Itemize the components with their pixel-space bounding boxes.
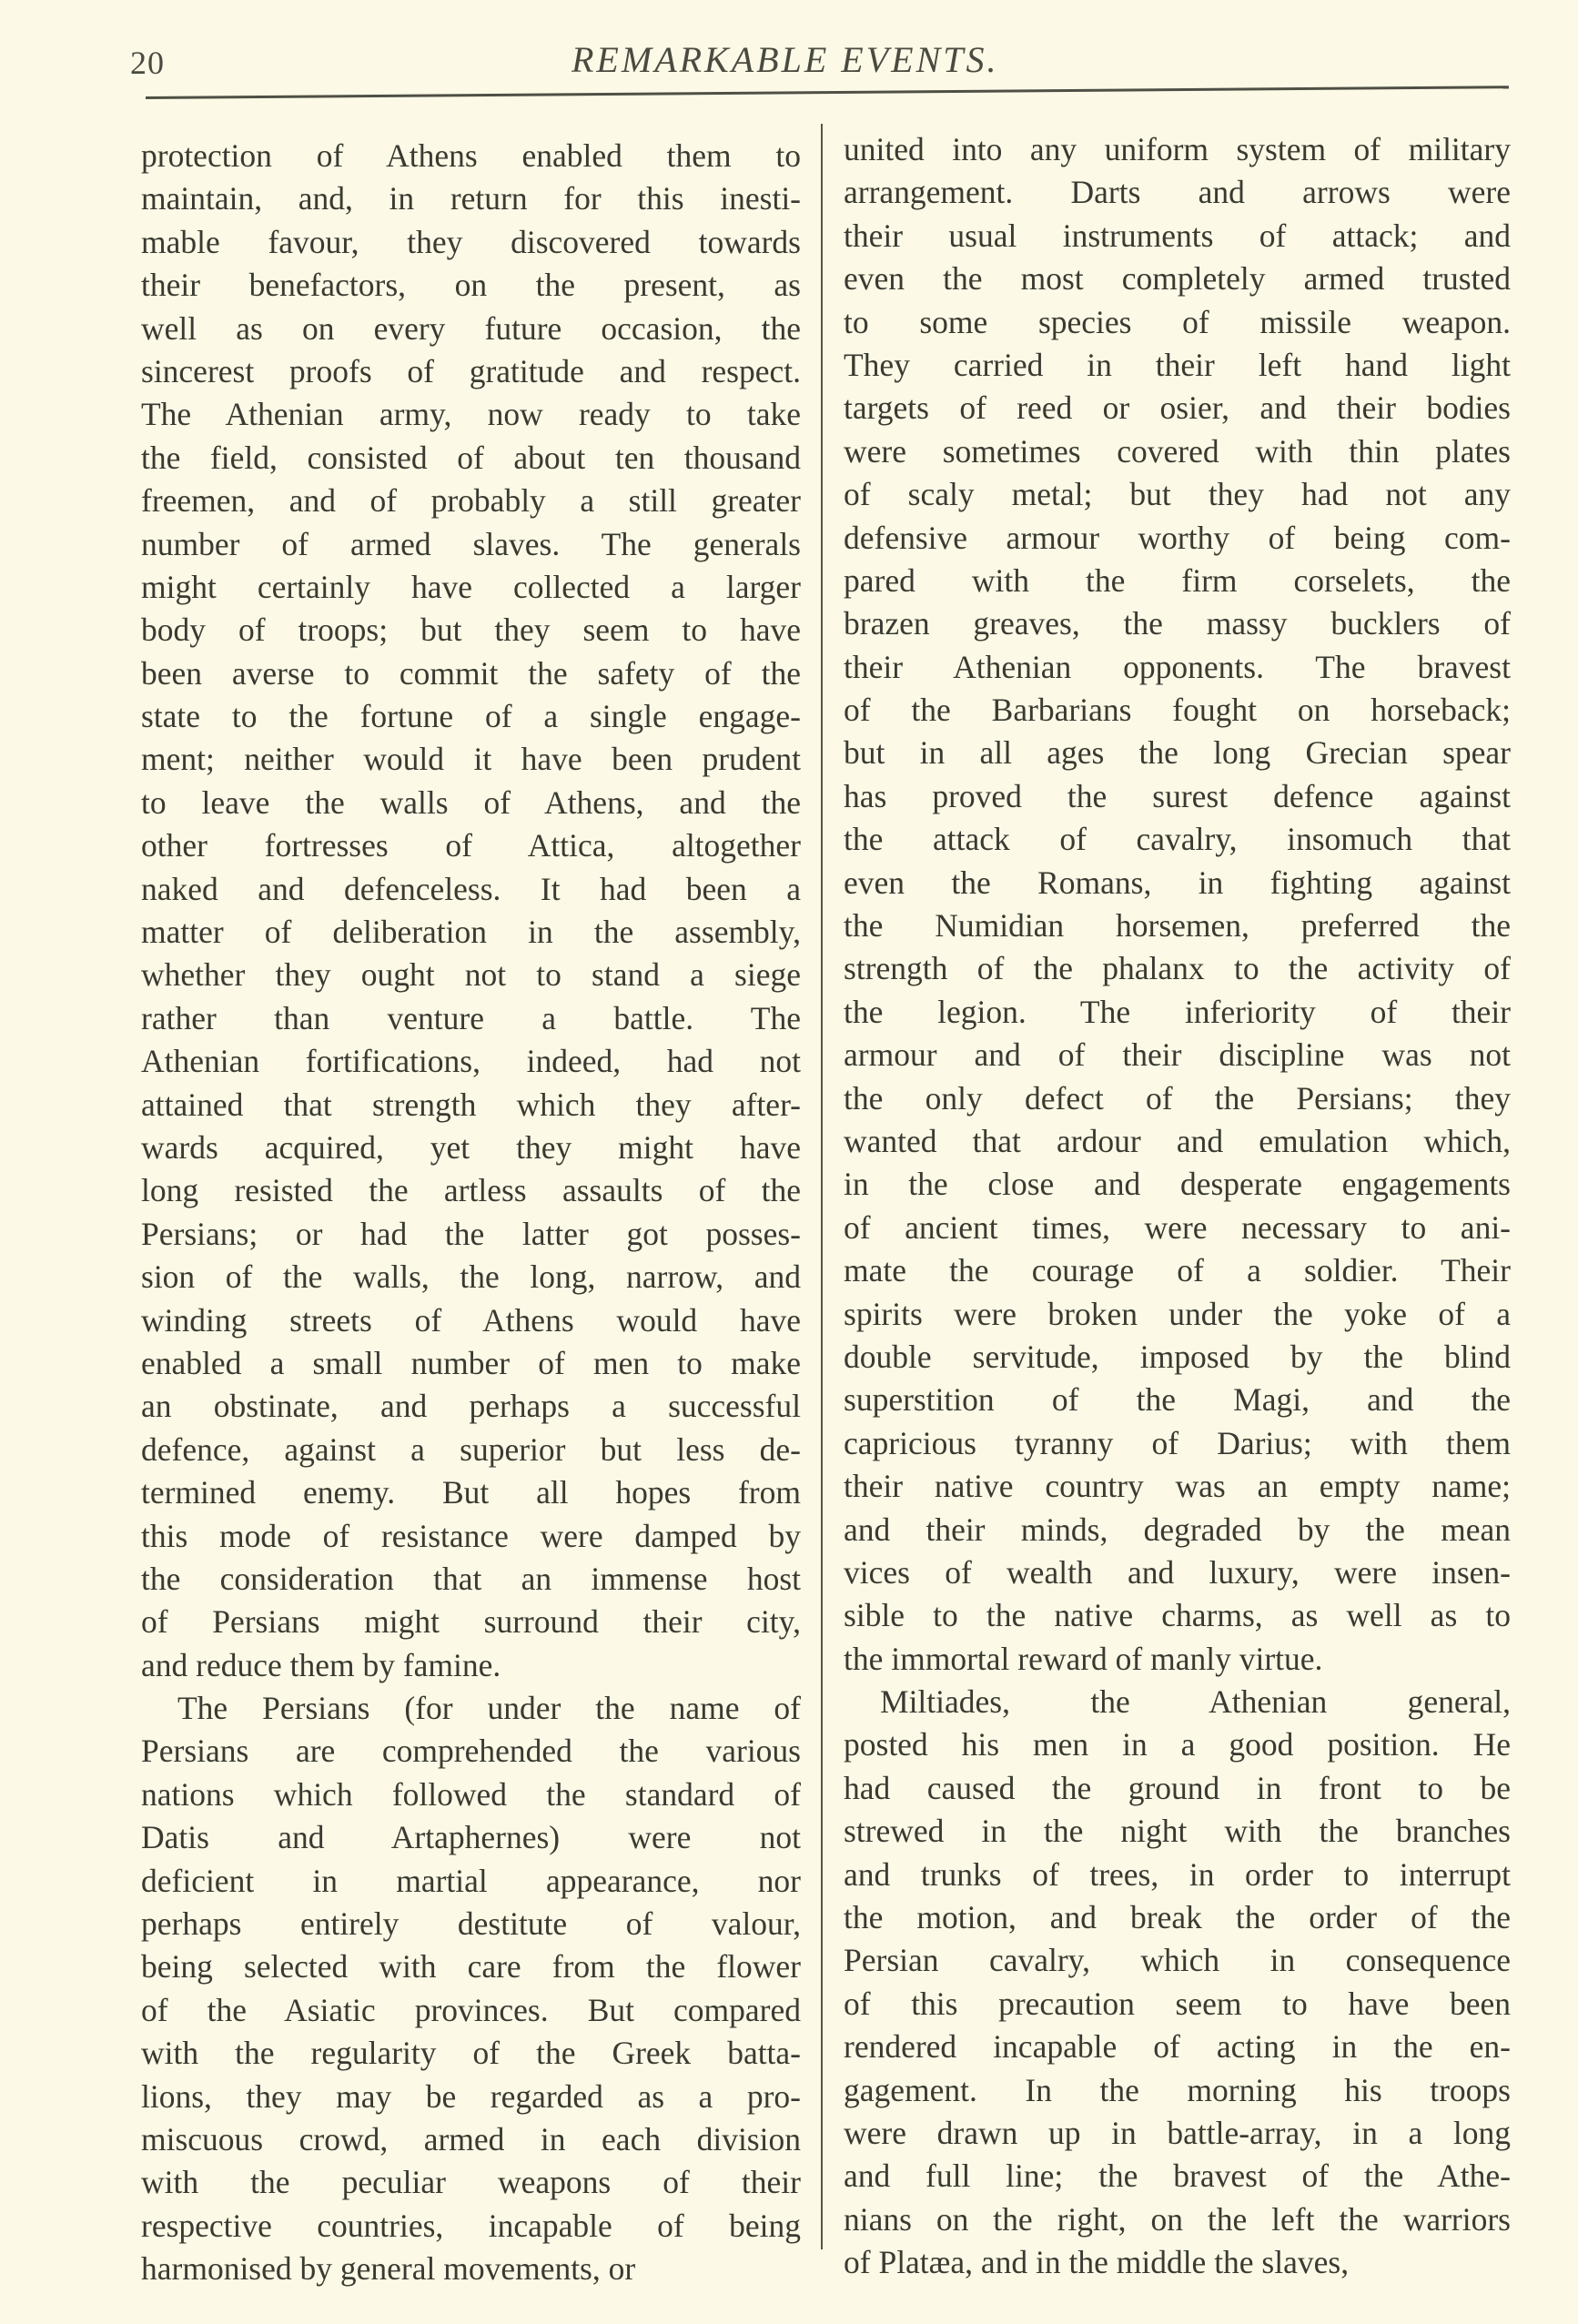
- header-rule: [146, 86, 1509, 99]
- text-line: targets of reed or osier, and their bodies: [844, 389, 1511, 427]
- text-line: might certainly have collected a larger: [141, 568, 801, 605]
- text-line: of Persians might surround their city,: [141, 1603, 801, 1641]
- text-line: of ancient times, were necessary to ani-: [844, 1208, 1511, 1246]
- text-line: but in all ages the long Grecian spear: [844, 734, 1511, 772]
- text-line: the motion, and break the order of the: [844, 1899, 1511, 1936]
- text-line: Miltiades, the Athenian general,: [880, 1683, 1511, 1721]
- text-line: Datis and Artaphernes) were not: [141, 1819, 801, 1856]
- text-line: deficient in martial appearance, nor: [141, 1862, 801, 1899]
- text-line: the field, consisted of about ten thousand: [141, 439, 801, 476]
- text-line: They carried in their left hand light: [844, 346, 1511, 383]
- text-line: defence, against a superior but less de-: [141, 1430, 801, 1468]
- text-line: sincerest proofs of gratitude and respect.: [141, 352, 801, 389]
- text-line: strewed in the night with the branches: [844, 1813, 1511, 1850]
- text-line: The Athenian army, now ready to take: [141, 396, 801, 433]
- text-line: rather than venture a battle. The: [141, 999, 801, 1036]
- text-line: the attack of cavalry, insomuch that: [844, 821, 1511, 858]
- text-line: nians on the right, on the left the warriors: [844, 2200, 1511, 2238]
- text-line: brazen greaves, the massy bucklers of: [844, 605, 1511, 642]
- right-column: [844, 128, 1511, 2285]
- text-line: the consideration that an immense host: [141, 1560, 801, 1597]
- text-line: of the Asiatic provinces. But compared: [141, 1991, 801, 2028]
- text-line: pared with the firm corselets, the: [844, 561, 1511, 599]
- text-line: this mode of resistance were damped by: [141, 1517, 801, 1554]
- text-line: winding streets of Athens would have: [141, 1301, 801, 1339]
- text-line: armour and of their discipline was not: [844, 1036, 1511, 1074]
- text-line: had caused the ground in front to be: [844, 1769, 1511, 1806]
- text-line: maintain, and, in return for this inesti-: [141, 180, 801, 217]
- column-divider: [821, 124, 823, 2249]
- text-line: and their minds, degraded by the mean: [844, 1511, 1511, 1548]
- text-line: capricious tyranny of Darius; with them: [844, 1424, 1511, 1461]
- text-line: harmonised by general movements, or: [141, 2250, 636, 2288]
- text-line: arrangement. Darts and arrows were: [844, 174, 1511, 211]
- text-line: wanted that ardour and emulation which,: [844, 1122, 1511, 1159]
- text-line: the immortal reward of manly virtue.: [844, 1640, 1323, 1677]
- text-line: double servitude, imposed by the blind: [844, 1338, 1511, 1375]
- text-line: and trunks of trees, in order to interrupt: [844, 1855, 1511, 1893]
- text-line: other fortresses of Attica, altogether: [141, 827, 801, 864]
- text-line: vices of wealth and luxury, were insen-: [844, 1553, 1511, 1591]
- text-line: of this precaution seem to have been: [844, 1985, 1511, 2022]
- text-line: matter of deliberation in the assembly,: [141, 914, 801, 951]
- text-line: well as on every future occasion, the: [141, 309, 801, 347]
- text-line: Persian cavalry, which in consequence: [844, 1942, 1511, 1979]
- text-line: gagement. In the morning his troops: [844, 2071, 1511, 2108]
- text-line: defensive armour worthy of being com-: [844, 519, 1511, 556]
- text-line: has proved the surest defence against: [844, 777, 1511, 814]
- text-line: to leave the walls of Athens, and the: [141, 783, 801, 821]
- text-line: were sometimes covered with thin plates: [844, 432, 1511, 470]
- text-line: and reduce them by famine.: [141, 1646, 501, 1683]
- text-line: state to the fortune of a single engage-: [141, 698, 801, 735]
- text-line: miscuous crowd, armed in each division: [141, 2120, 801, 2157]
- text-line: Persians are comprehended the various: [141, 1733, 801, 1770]
- running-title: REMARKABLE EVENTS.: [572, 39, 999, 80]
- text-line: wards acquired, yet they might have: [141, 1128, 801, 1166]
- text-line: enabled a small number of men to make: [141, 1344, 801, 1381]
- text-line: even the most completely armed trusted: [844, 260, 1511, 298]
- text-line: of Platæa, and in the middle the slaves,: [844, 2244, 1350, 2281]
- left-column: [141, 135, 801, 2291]
- text-line: an obstinate, and perhaps a successful: [141, 1388, 801, 1425]
- text-line: united into any uniform system of military: [844, 131, 1511, 167]
- text-line: their Athenian opponents. The bravest: [844, 648, 1511, 685]
- text-line: attained that strength which they after-: [141, 1086, 801, 1123]
- text-line: termined enemy. But all hopes from: [141, 1474, 801, 1511]
- text-line: whether they ought not to stand a siege: [141, 956, 801, 994]
- text-line: lions, they may be regarded as a pro-: [141, 2077, 801, 2115]
- text-line: nations which followed the standard of: [141, 1775, 801, 1813]
- text-line: The Persians (for under the name of: [177, 1690, 801, 1727]
- text-line: the Numidian horsemen, preferred the: [844, 907, 1511, 945]
- text-line: Athenian fortifications, indeed, had not: [141, 1043, 801, 1080]
- text-line: Persians; or had the latter got posses-: [141, 1215, 801, 1252]
- text-line: and full line; the bravest of the Athe-: [844, 2157, 1511, 2195]
- text-line: their native country was an empty name;: [844, 1468, 1511, 1505]
- text-line: with the regularity of the Greek batta-: [141, 2035, 801, 2072]
- text-line: ment; neither would it have been prudent: [141, 741, 801, 778]
- text-line: protection of Athens enabled them to: [141, 137, 801, 174]
- text-line: their usual instruments of attack; and: [844, 217, 1511, 254]
- text-line: even the Romans, in fighting against: [844, 864, 1511, 901]
- text-line: number of armed slaves. The generals: [141, 525, 801, 562]
- text-line: rendered incapable of acting in the en-: [844, 2028, 1511, 2066]
- text-line: spirits were broken under the yoke of a: [844, 1295, 1511, 1332]
- text-line: long resisted the artless assaults of the: [141, 1172, 801, 1209]
- text-line: to some species of missile weapon.: [844, 303, 1511, 340]
- text-line: with the peculiar weapons of their: [141, 2164, 801, 2201]
- text-line: mate the courage of a soldier. Their: [844, 1252, 1511, 1289]
- text-line: were drawn up in battle-array, in a long: [844, 2114, 1511, 2151]
- text-line: the only defect of the Persians; they: [844, 1079, 1511, 1117]
- text-line: respective countries, incapable of being: [141, 2207, 801, 2244]
- text-line: the legion. The inferiority of their: [844, 993, 1511, 1030]
- text-line: body of troops; but they seem to have: [141, 611, 801, 649]
- text-line: being selected with care from the flower: [141, 1948, 801, 1986]
- text-line: superstition of the Magi, and the: [844, 1381, 1511, 1419]
- text-line: of the Barbarians fought on horseback;: [844, 692, 1511, 729]
- text-line: their benefactors, on the present, as: [141, 267, 801, 304]
- text-line: perhaps entirely destitute of valour,: [141, 1905, 801, 1943]
- text-line: freemen, and of probably a still greater: [141, 482, 801, 520]
- text-line: of scaly metal; but they had not any: [844, 476, 1511, 513]
- text-line: sible to the native charms, as well as to: [844, 1597, 1511, 1634]
- text-line: been averse to commit the safety of the: [141, 654, 801, 692]
- text-line: strength of the phalanx to the activity of: [844, 950, 1511, 987]
- text-line: sion of the walls, the long, narrow, and: [141, 1258, 801, 1296]
- text-line: naked and defenceless. It had been a: [141, 870, 801, 907]
- text-line: in the close and desperate engagements: [844, 1166, 1511, 1203]
- text-line: mable favour, they discovered towards: [141, 223, 801, 260]
- page-number: 20: [130, 45, 165, 81]
- text-line: posted his men in a good position. He: [844, 1726, 1511, 1763]
